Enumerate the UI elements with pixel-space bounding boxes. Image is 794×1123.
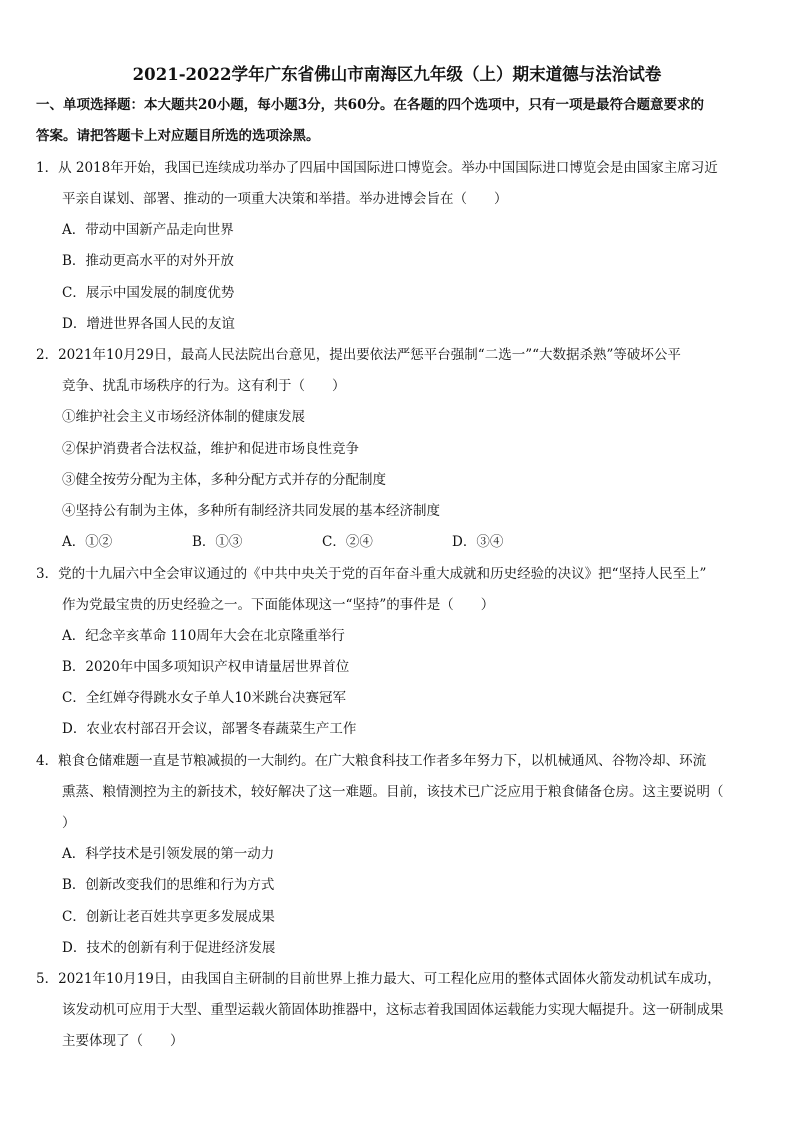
question-5-text-line-2: 该发动机可应用于大型、重型运载火箭固体助推器中，这标志着我国固体运载能力实现大幅提升。这一研制成果	[62, 1002, 724, 1018]
question-3-option-c: C．全红婵夺得跳水女子单人10米跳台决赛冠军	[62, 690, 347, 706]
section-heading-line-2: 答案。请把答题卡上对应题目所选的选项涂黑。	[36, 128, 320, 144]
question-3-option-b: B．2020年中国多项知识产权申请量居世界首位	[62, 659, 350, 675]
question-2-statement-2: ②保护消费者合法权益，维护和促进市场良性竞争	[62, 441, 359, 457]
question-1-option-d: D．增进世界各国人民的友谊	[62, 316, 235, 332]
section-heading	[36, 90, 766, 152]
question-3-option-a: A．纪念辛亥革命 110周年大会在北京隆重举行	[62, 628, 345, 644]
question-3-text-line-2: 作为党最宝贵的历史经验之一。下面能体现这一“坚持”的事件是（ ）	[62, 597, 495, 613]
question-1-text-line-2: 平亲自谋划、部署、推动的一项重大决策和举措。举办进博会旨在（ ）	[62, 191, 508, 207]
question-2-statement-3: ③健全按劳分配为主体，多种分配方式并存的分配制度	[62, 472, 386, 488]
question-1-option-b: B．推动更高水平的对外开放	[62, 253, 234, 269]
question-4-text-line-2: 熏蒸、粮情测控为主的新技术，较好解决了这一难题。目前，该技术已广泛应用于粮食储备仓房。这主要说明（	[62, 784, 724, 800]
question-5-text-line-3: 主要体现了（ ）	[62, 1033, 184, 1049]
question-2-option-d: D．③④	[452, 534, 504, 550]
question-3-text-line-1: 3．党的十九届六中全会审议通过的《中共中央关于党的百年奋斗重大成就和历史经验的决议》把“坚持人民至上”	[36, 566, 707, 582]
question-2-option-a: A．①②	[62, 534, 113, 550]
question-2-text-line-1: 2．2021年10月29日，最高人民法院出台意见，提出要依法严惩平台强制“二选一”“大数据杀熟”等破坏公平	[36, 347, 681, 363]
question-2-statement-1: ①维护社会主义市场经济体制的健康发展	[62, 409, 305, 425]
question-5-text-line-1: 5．2021年10月19日，由我国自主研制的目前世界上推力最大、可工程化应用的整体式固体火箭发动机试车成功，	[36, 971, 721, 987]
question-4-text-line-1: 4．粮食仓储难题一直是节粮减损的一大制约。在广大粮食科技工作者多年努力下，以机械通风、谷物冷却、环流	[36, 753, 707, 769]
question-2-options-row	[62, 532, 582, 552]
question-4-text-line-3: ）	[62, 815, 76, 831]
question-2-statement-4: ④坚持公有制为主体，多种所有制经济共同发展的基本经济制度	[62, 503, 440, 519]
question-4-option-d: D．技术的创新有利于促进经济发展	[62, 940, 276, 956]
question-1-option-a: A．带动中国新产品走向世界	[62, 222, 234, 238]
question-4-option-c: C．创新让老百姓共享更多发展成果	[62, 909, 275, 925]
question-2-option-b: B．①③	[192, 534, 243, 550]
question-4-option-a: A．科学技术是引领发展的第一动力	[62, 846, 275, 862]
question-3-option-d: D．农业农村部召开会议，部署冬春蔬菜生产工作	[62, 721, 357, 737]
question-1-option-c: C．展示中国发展的制度优势	[62, 285, 235, 301]
question-2-option-c: C．②④	[322, 534, 373, 550]
question-4-option-b: B．创新改变我们的思维和行为方式	[62, 877, 275, 893]
question-2-text-line-2: 竞争、扰乱市场秩序的行为。这有利于（ ）	[62, 378, 346, 394]
section-heading-line-1: 一、单项选择题：本大题共20小题，每小题3分，共60分。在各题的四个选项中，只有一项是最符合题意要求的	[36, 97, 704, 113]
question-1-text-line-1: 1．从 2018年开始，我国已连续成功举办了四届中国国际进口博览会。举办中国国际进口博览会是由国家主席习近	[36, 160, 718, 176]
page-title: 2021-2022学年广东省佛山市南海区九年级（上）期末道德与法治试卷	[132, 65, 662, 85]
